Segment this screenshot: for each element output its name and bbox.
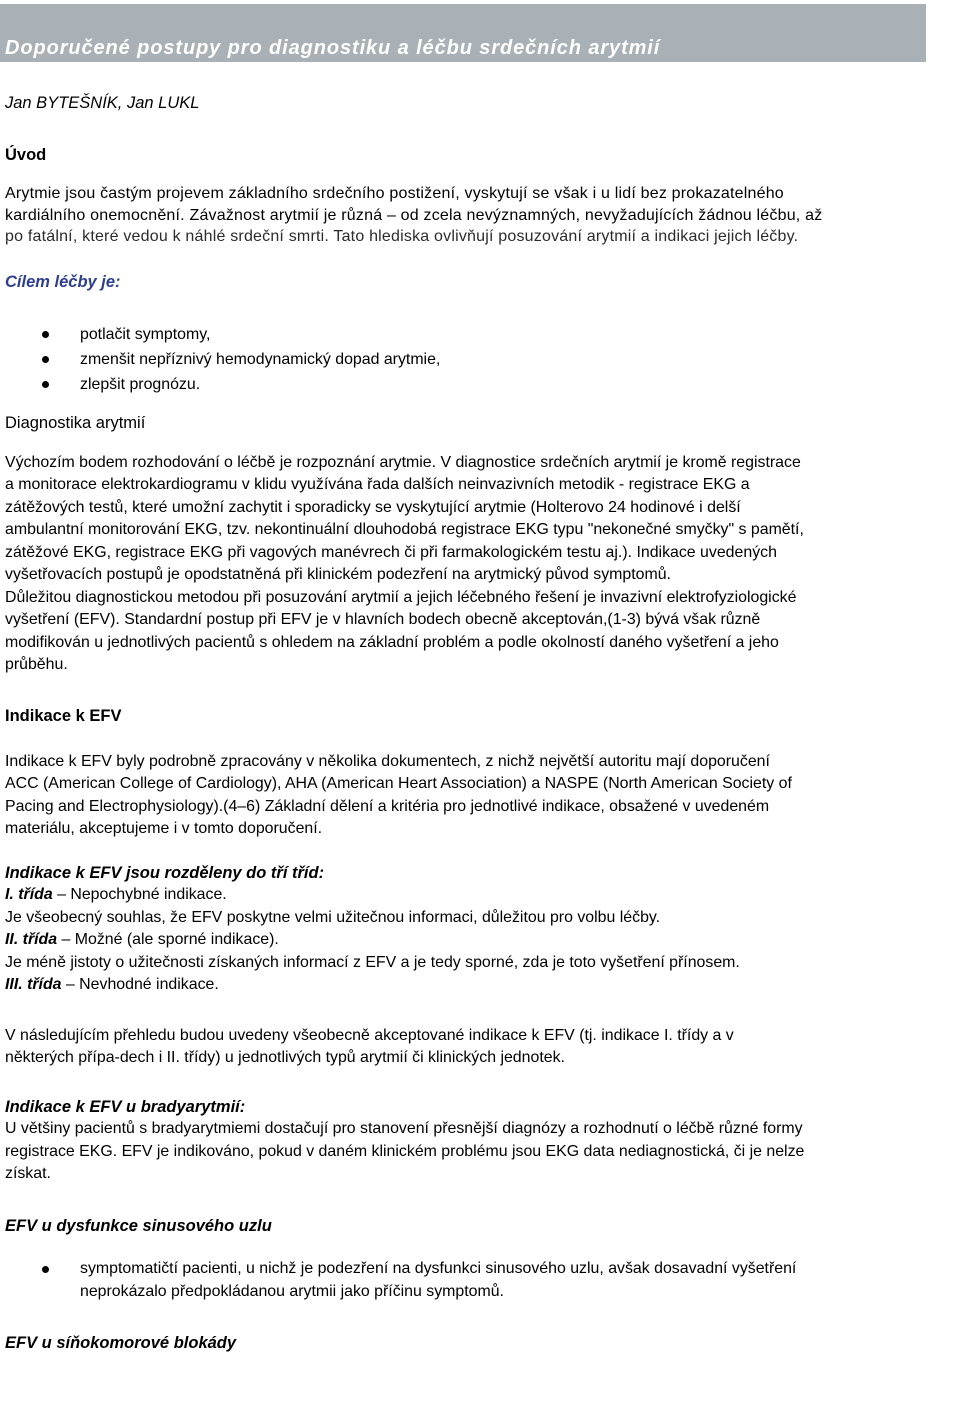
class-1-line (5, 884, 935, 907)
list-item: zmenšit nepříznivý hemodynamický dopad arytmie, (5, 347, 935, 372)
text-line: registrace EKG. EFV je indikováno, pokud v daném klinickém problému jsou EKG data nediagnostická, či je nelze (5, 1142, 805, 1160)
text-line: vyšetření (EFV). Standardní postup při EFV je v hlavních bodech obecně akceptován,(1-3) bývá však různě (5, 611, 761, 628)
heading-cil-lecby: Cílem léčby je: (5, 272, 121, 291)
text-line: ambulantní monitorování EKG, tzv. nekontinuální dlouhodobá registrace EKG typu "nekonečné smyčky" s pamětí, (5, 521, 804, 538)
text-line: zátěžových testů, které umožní zachytit i sporadicky se vyskytující arytmie (Holterovo 24 hodinové i delší (5, 498, 741, 516)
document-body (5, 88, 935, 1355)
paragraph-bradyarytmie (5, 1118, 935, 1186)
class-1-label: I. třída (5, 886, 53, 903)
text-line: Výchozím bodem rozhodování o léčbě je rozpoznání arytmie. V diagnostice srdečních arytmií je kromě registrace (5, 453, 801, 471)
text-line: vyšetřovacích postupů je opodstatněná při klinickém podezření na arytmický původ symptomů. (5, 566, 671, 583)
text-line: modifikován u jednotlivých pacientů s ohledem na základní problém a podle okolností daného vyšetření a jeho (5, 633, 779, 651)
paragraph-prehled (5, 1025, 935, 1070)
text-line: a monitorace elektrokardiogramu v klidu využívána řada dalších neinvazivních metodik - registrace EKG a (5, 476, 750, 493)
text-line: kardiálního onemocnění. Závažnost arytmií je různá – od zcela nevýznamných, nevyžadujících žádnou léčbu, až (5, 206, 823, 224)
text-line: symptomatičtí pacienti, u nichž je podezření na dysfunkci sinusového uzlu, avšak dosavadní vyšetření (80, 1260, 797, 1277)
class-1-description: Je všeobecný souhlas, že EFV poskytne velmi užitečnou informaci, důležitou pro volbu léčby. (5, 908, 661, 926)
sinus-list (5, 1258, 935, 1303)
heading-tridy: Indikace k EFV jsou rozděleny do tří tříd: (5, 863, 325, 882)
title-banner (0, 4, 926, 62)
class-1-text: – Nepochybné indikace. (52, 886, 227, 903)
class-3-line (5, 974, 935, 997)
text-line: Důležitou diagnostickou metodou při posuzování arytmií a jejich léčebného řešení je invazivní elektrofyziologické (5, 588, 797, 606)
text-line: Arytmie jsou častým projevem základního srdečního postižení, vyskytují se však i u lidí bez prokazatelného (5, 185, 784, 202)
class-3-text: – Nevhodné indikace. (61, 976, 219, 993)
class-2-text: – Možné (ale sporné indikace). (57, 931, 279, 948)
text-line: V následujícím přehledu budou uvedeny všeobecně akceptované indikace k EFV (tj. indikace I. třídy a v (5, 1026, 734, 1044)
list-item: zlepšit prognózu. (5, 372, 935, 397)
text-line: Pacing and Electrophysiology).(4–6) Základní dělení a kritéria pro jednotlivé indikace, obsažené v uvedeném (5, 797, 770, 815)
class-2-label: II. třída (5, 931, 58, 948)
heading-uvod: Úvod (5, 146, 47, 164)
heading-sinus: EFV u dysfunkce sinusového uzlu (5, 1216, 272, 1235)
goals-list (5, 322, 935, 397)
authors: Jan BYTEŠNÍK, Jan LUKL (5, 94, 200, 112)
text-line: ACC (American College of Cardiology), AHA (American Heart Association) a NASPE (North American Society of (5, 775, 792, 792)
class-2-line (5, 929, 935, 952)
text-line: neprokázalo předpokládanou arytmii jako příčinu symptomů. (80, 1282, 504, 1300)
text-line: materiálu, akceptujeme i v tomto doporučení. (5, 820, 323, 837)
text-line: Indikace k EFV byly podrobně zpracovány v několika dokumentech, z nichž největší autoritu mají doporučení (5, 752, 770, 770)
paragraph-diagnostika (5, 452, 935, 677)
heading-indikace: Indikace k EFV (5, 706, 122, 725)
paragraph-indikace (5, 751, 935, 841)
class-3-label: III. třída (5, 976, 62, 993)
list-item: potlačit symptomy, (5, 322, 935, 347)
text-line: U většiny pacientů s bradyarytmiemi dostačují pro stanovení přesnější diagnózy a rozhodnutí o léčbě různé formy (5, 1120, 803, 1137)
document-title: Doporučené postupy pro diagnostiku a léčbu srdečních arytmií (5, 37, 661, 59)
list-item (5, 1258, 935, 1303)
text-line: zátěžové EKG, registrace EKG při vagových manévrech či při farmakologickém testu aj.). Indikace uvedených (5, 543, 777, 561)
heading-diagnostika: Diagnostika arytmií (5, 413, 146, 432)
text-line: po fatální, které vedou k náhlé srdeční smrti. Tato hlediska ovlivňují posuzování arytmií a indikaci jejich léčby. (5, 228, 799, 245)
heading-bradyarytmie: Indikace k EFV u bradyarytmií: (5, 1097, 246, 1116)
paragraph-uvod (5, 183, 935, 248)
text-line: některých přípa-dech i II. třídy) u jednotlivých typů arytmií či klinických jednotek. (5, 1049, 565, 1066)
class-2-description: Je méně jistoty o užitečnosti získaných informací z EFV a je tedy sporné, zda je toto vyšetření přínosem. (5, 953, 740, 971)
text-line: průběhu. (5, 656, 68, 673)
heading-av-blokada: EFV u síňokomorové blokády (5, 1334, 237, 1352)
text-line: získat. (5, 1165, 51, 1182)
